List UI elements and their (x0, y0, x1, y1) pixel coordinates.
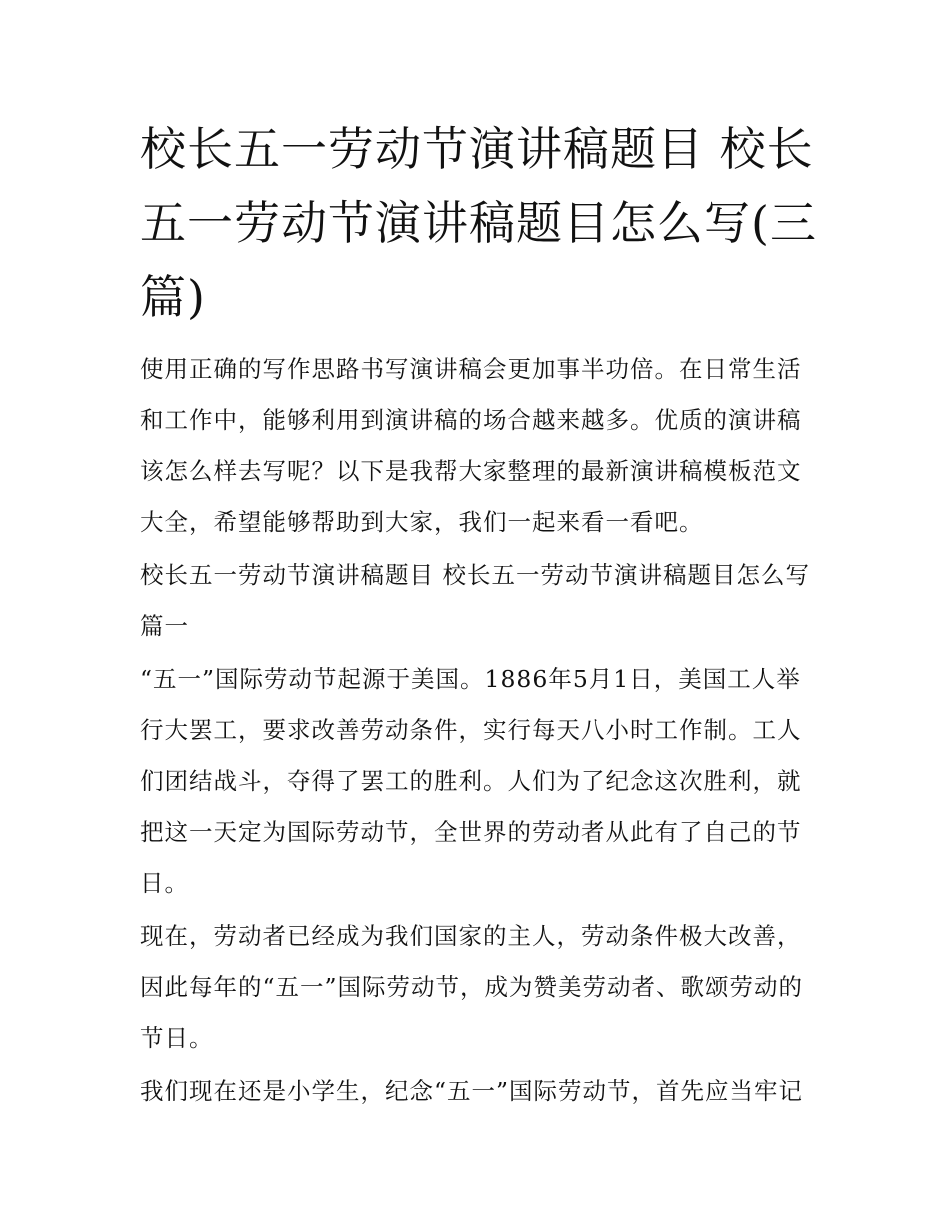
document-body (140, 112, 820, 1119)
paragraph-students: 我们现在还是小学生，纪念“五一”国际劳动节，首先应当牢记 (140, 1077, 804, 1105)
paragraph-origin: “五一”国际劳动节起源于美国。1886年5月1日，美国工人举行大罢工，要求改善劳动条件，实行每天八小时工作制。工人们团结战斗，夺得了罢工的胜利。人们为了纪念这次胜利，就把这一天定为国际劳动节，全世界的劳动者从此有了自己的节日。 (140, 665, 802, 897)
paragraph-today: 现在，劳动者已经成为我们国家的主人，劳动条件极大改善，因此每年的“五一”国际劳动节，成为赞美劳动者、歌颂劳动的节日。 (140, 922, 804, 1052)
intro-paragraph: 使用正确的写作思路书写演讲稿会更加事半功倍。在日常生活和工作中，能够利用到演讲稿的场合越来越多。优质的演讲稿该怎么样去写呢？以下是我帮大家整理的最新演讲稿模板范文大全，希望能够帮助到大家，我们一起来看一看吧。 (140, 355, 802, 536)
section-heading: 校长五一劳动节演讲稿题目 校长五一劳动节演讲稿题目怎么写篇一 (140, 561, 810, 640)
document-title: 校长五一劳动节演讲稿题目 校长五一劳动节演讲稿题目怎么写(三篇) (140, 122, 817, 324)
